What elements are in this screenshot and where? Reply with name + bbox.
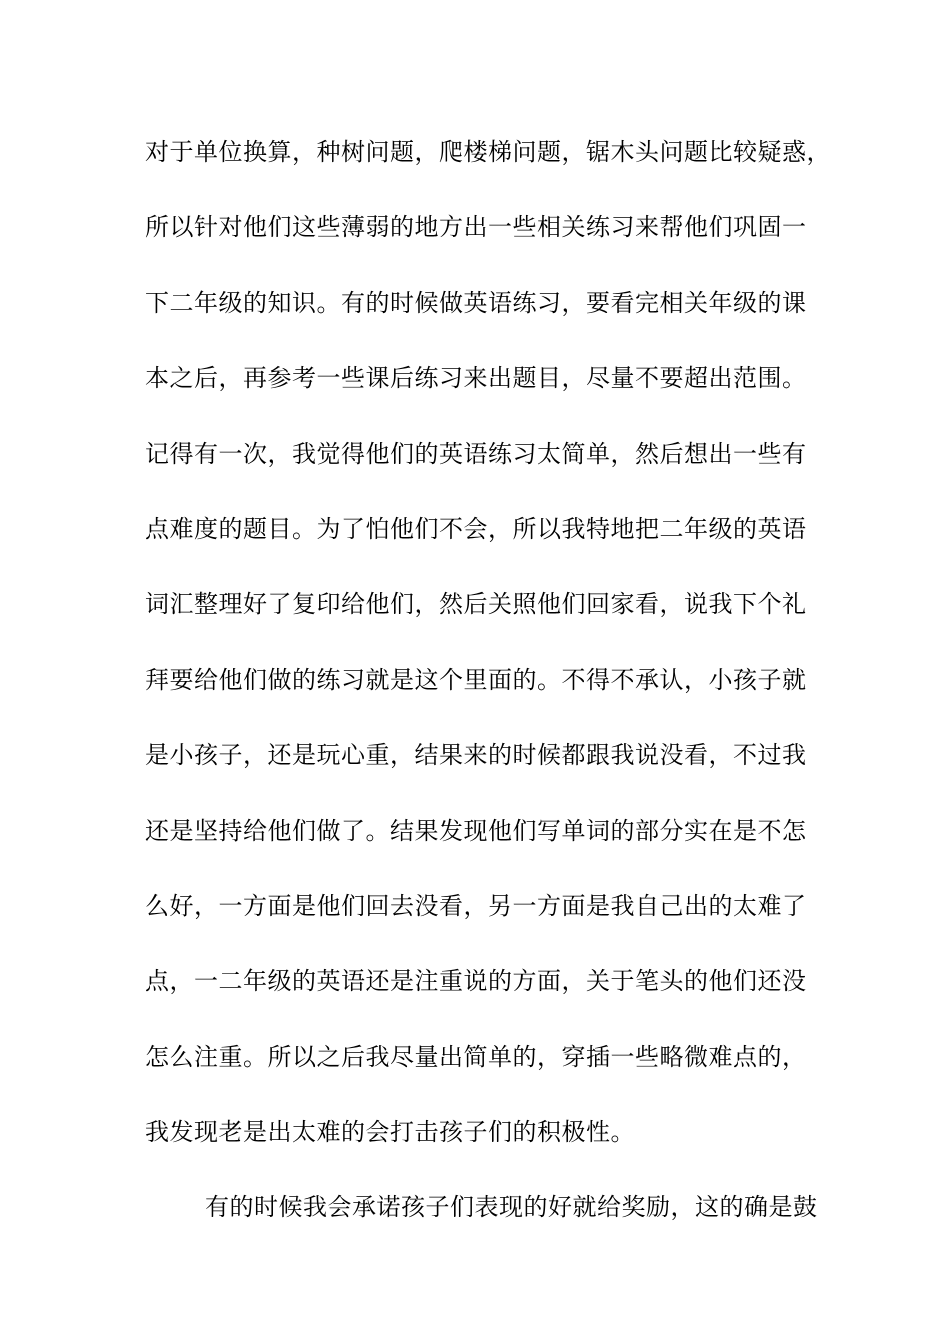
- text-line: 记得有一次，我觉得他们的英语练习太简单，然后想出一些有: [145, 439, 807, 468]
- paragraph-start-line: 有的时候我会承诺孩子们表现的好就给奖励，这的确是鼓: [205, 1193, 818, 1222]
- text-line: 是小孩子，还是玩心重，结果来的时候都跟我说没看，不过我: [145, 741, 807, 770]
- document-body: [145, 130, 831, 1261]
- text-line: 下二年级的知识。有的时候做英语练习，要看完相关年级的课: [145, 288, 807, 317]
- text-line: 拜要给他们做的练习就是这个里面的。不得不承认，小孩子就: [145, 665, 807, 694]
- text-line: 词汇整理好了复印给他们，然后关照他们回家看，说我下个礼: [145, 590, 807, 619]
- text-line: 点，一二年级的英语还是注重说的方面，关于笔头的他们还没: [145, 967, 807, 996]
- text-line: 对于单位换算，种树问题，爬楼梯问题，锯木头问题比较疑惑，: [145, 138, 831, 166]
- text-line: 我发现老是出太难的会打击孩子们的积极性。: [145, 1118, 635, 1147]
- text-line: 么好，一方面是他们回去没看，另一方面是我自己出的太难了: [145, 891, 807, 920]
- text-line: 所以针对他们这些薄弱的地方出一些相关练习来帮他们巩固一: [145, 213, 807, 242]
- text-line: 本之后，再参考一些课后练习来出题目，尽量不要超出范围。: [145, 364, 807, 393]
- text-line: 还是坚持给他们做了。结果发现他们写单词的部分实在是不怎: [145, 816, 807, 845]
- text-line: 点难度的题目。为了怕他们不会，所以我特地把二年级的英语: [145, 514, 807, 543]
- text-line: 怎么注重。所以之后我尽量出简单的，穿插一些略微难点的，: [145, 1042, 807, 1071]
